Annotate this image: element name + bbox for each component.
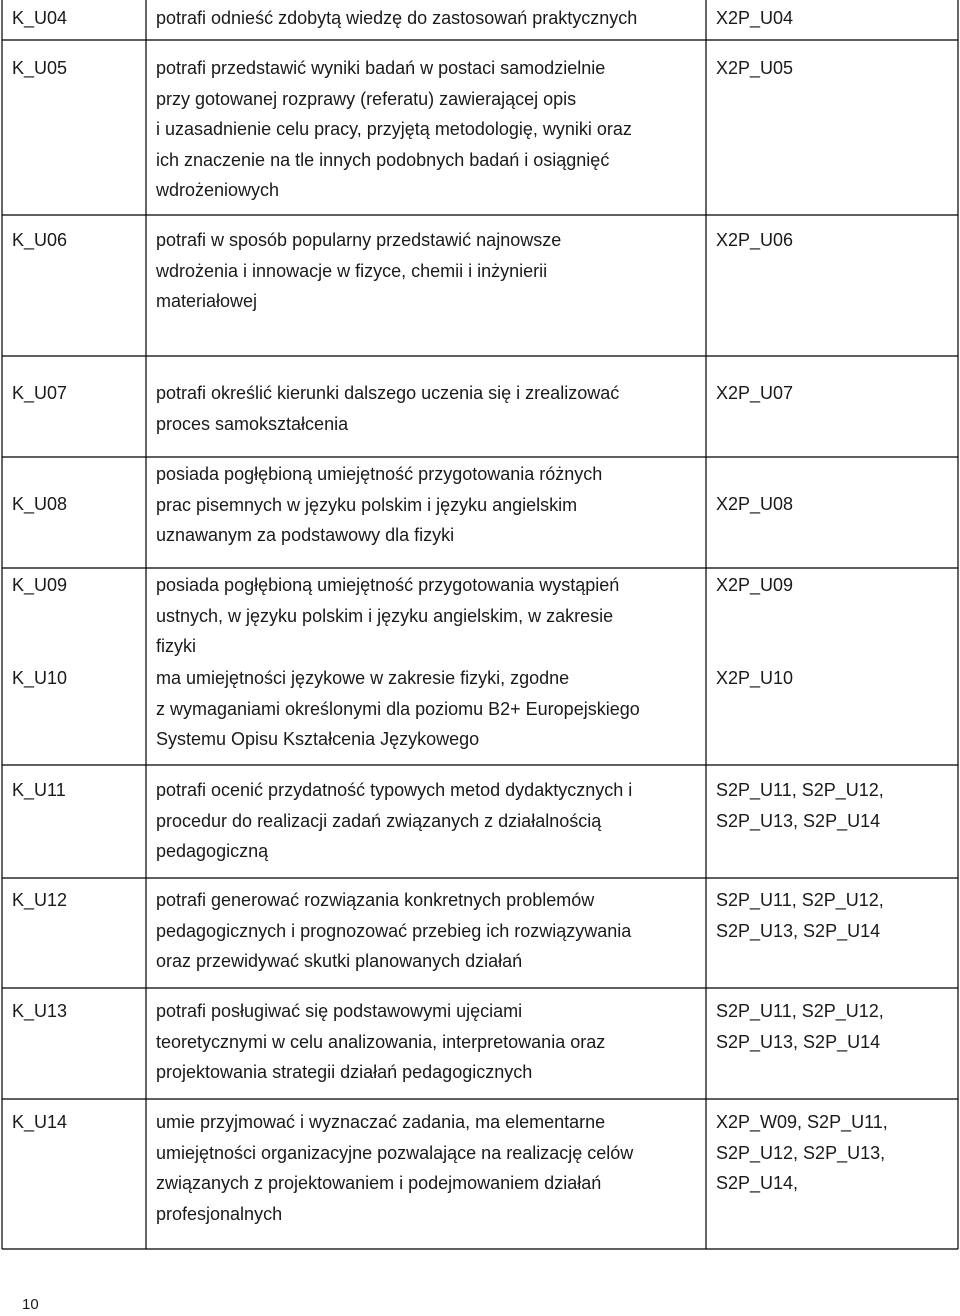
row-code: K_U10 xyxy=(12,668,68,688)
row-code: K_U13 xyxy=(12,1001,68,1021)
row-description: potrafi w sposób popularny przedstawić najnowsze wdrożenia i innowacje w fizyce, chemii i inżynierii materiałowej xyxy=(156,230,562,311)
row-references: X2P_U04 xyxy=(716,8,794,28)
row-description: potrafi przedstawić wyniki badań w postaci samodzielnie przy gotowanej rozprawy (referatu) zawierającej opis i uzasadnienie celu pracy, przyjętą metodologię, wyniki oraz ich znaczenie na tle innych podobnych badań i osiągnięć wdrożeniowych xyxy=(156,58,632,200)
row-code: K_U14 xyxy=(12,1112,68,1132)
page-number: 10 xyxy=(22,1296,39,1313)
row-references: X2P_U07 xyxy=(716,383,794,403)
row-code: K_U05 xyxy=(12,58,68,78)
row-code: K_U08 xyxy=(12,494,68,514)
row-references: S2P_U11, S2P_U12, S2P_U13, S2P_U14 xyxy=(716,1001,884,1052)
row-description: posiada pogłębioną umiejętność przygotowania wystąpień ustnych, w języku polskim i języku angielskim, w zakresie fizyki xyxy=(156,575,620,656)
row-code: K_U07 xyxy=(12,383,68,403)
row-description: ma umiejętności językowe w zakresie fizyki, zgodne z wymaganiami określonymi dla poziomu B2+ Europejskiego Systemu Opisu Kształcenia Językowego xyxy=(156,668,640,749)
row-description: posiada pogłębioną umiejętność przygotowania różnych prac pisemnych w języku polskim i języku angielskim uznawanym za podstawowy dla fizyki xyxy=(156,464,603,545)
row-description: potrafi ocenić przydatność typowych metod dydaktycznych i procedur do realizacji zadań związanych z działalnością pedagogiczną xyxy=(156,780,633,861)
row-code: K_U12 xyxy=(12,890,68,910)
row-code: K_U09 xyxy=(12,575,68,595)
row-references: S2P_U11, S2P_U12, S2P_U13, S2P_U14 xyxy=(716,890,884,941)
row-code: K_U06 xyxy=(12,230,68,250)
row-description: potrafi generować rozwiązania konkretnych problemów pedagogicznych i prognozować przebieg ich rozwiązywania oraz przewidywać skutki planowanych działań xyxy=(156,890,632,971)
row-references: X2P_W09, S2P_U11, S2P_U12, S2P_U13, S2P_U14, xyxy=(716,1112,888,1193)
row-code: K_U04 xyxy=(12,8,68,28)
row-references: X2P_U09 xyxy=(716,575,794,595)
row-references: X2P_U08 xyxy=(716,494,794,514)
row-references: X2P_U10 xyxy=(716,668,794,688)
row-description: umie przyjmować i wyznaczać zadania, ma elementarne umiejętności organizacyjne pozwalające na realizację celów związanych z projektowaniem i podejmowaniem działań profesjonalnych xyxy=(156,1112,634,1224)
row-description: potrafi określić kierunki dalszego uczenia się i zrealizować proces samokształcenia xyxy=(156,383,620,434)
row-references: S2P_U11, S2P_U12, S2P_U13, S2P_U14 xyxy=(716,780,884,831)
row-description: potrafi posługiwać się podstawowymi ujęciami teoretycznymi w celu analizowania, interpretowania oraz projektowania strategii działań pedagogicznych xyxy=(156,1001,606,1082)
row-references: X2P_U06 xyxy=(716,230,794,250)
row-description: potrafi odnieść zdobytą wiedzę do zastosowań praktycznych xyxy=(156,8,638,28)
row-code: K_U11 xyxy=(12,780,66,800)
row-references: X2P_U05 xyxy=(716,58,794,78)
